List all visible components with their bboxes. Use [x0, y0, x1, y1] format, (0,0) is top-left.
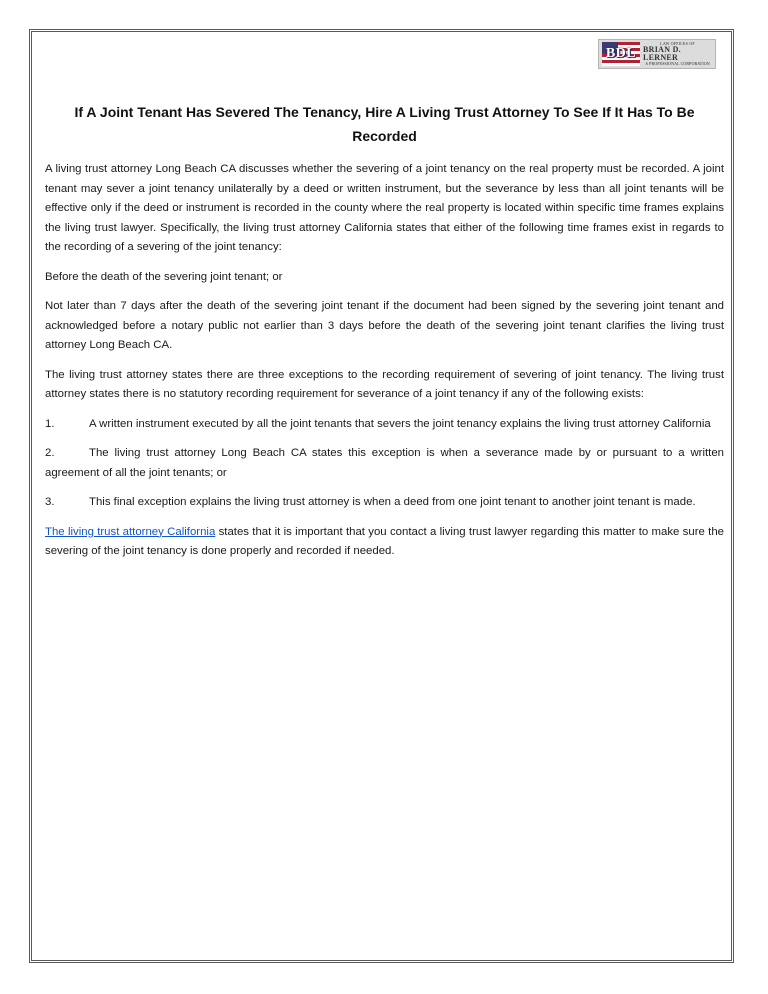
- list-number: 1.: [45, 417, 55, 430]
- list-item-3: [45, 493, 724, 513]
- paragraph-intro: A living trust attorney Long Beach CA discusses whether the severing of a joint tenancy on the real property must be recorded. A joint tenant may sever a joint tenancy unilaterally by a deed or written instrument, but the severance by less than all joint tenants will be effective only if the deed or instrument is recorded in the county where the real property is located within specific time frames explains the living trust lawyer. Specifically, the living trust attorney California states that either of the following time frames exist in regards to the recording of a severing of the joint tenancy:: [45, 163, 724, 253]
- list-text: A written instrument executed by all the joint tenants that severs the joint tenancy explains the living trust attorney California: [89, 417, 711, 430]
- paragraph-after-death: Not later than 7 days after the death of the severing joint tenant if the document had been signed by the severing joint tenant and acknowledged before a notary public not earlier than 3 days before the death of the severing joint tenant clarifies the living trust attorney Long Beach CA.: [45, 300, 724, 351]
- living-trust-attorney-link[interactable]: The living trust attorney California: [45, 525, 216, 538]
- logo-line-3: A PROFESSIONAL CORPORATION: [645, 61, 710, 66]
- document-body: [45, 100, 724, 572]
- list-text: The living trust attorney Long Beach CA states this exception is when a severance made by or pursuant to a written agreement of all the joint tenants; or: [45, 447, 724, 479]
- logo-line-1: LAW OFFICES OF: [660, 41, 695, 46]
- paragraph-before-death: Before the death of the severing joint tenant; or: [45, 270, 283, 283]
- list-item-2: [45, 444, 724, 483]
- paragraph-exceptions: The living trust attorney states there are three exceptions to the recording requirement of severing of joint tenancy. The living trust attorney states there is no statutory recording requirement for severance of a joint tenancy if any of the following exists:: [45, 368, 724, 400]
- law-office-logo: [598, 39, 716, 69]
- list-number: 2.: [45, 447, 55, 459]
- list-text: This final exception explains the living trust attorney is when a deed from one joint tenant to another joint tenant is made.: [89, 496, 696, 508]
- paragraph-closing: [45, 523, 724, 562]
- logo-monogram: BDL: [605, 46, 637, 61]
- document-title: If A Joint Tenant Has Severed The Tenancy, Hire A Living Trust Attorney To See If It Has To Be Recorded: [74, 104, 695, 144]
- logo-text: [643, 42, 712, 66]
- flag-icon: [602, 42, 640, 66]
- list-number: 3.: [45, 496, 55, 508]
- list-item-1: [45, 415, 724, 435]
- logo-line-2: BRIAN D. LERNER: [643, 45, 681, 62]
- closing-text: states that it is important that you contact a living trust lawyer regarding this matter to make sure the severing of the joint tenancy is done properly and recorded if needed.: [45, 525, 724, 557]
